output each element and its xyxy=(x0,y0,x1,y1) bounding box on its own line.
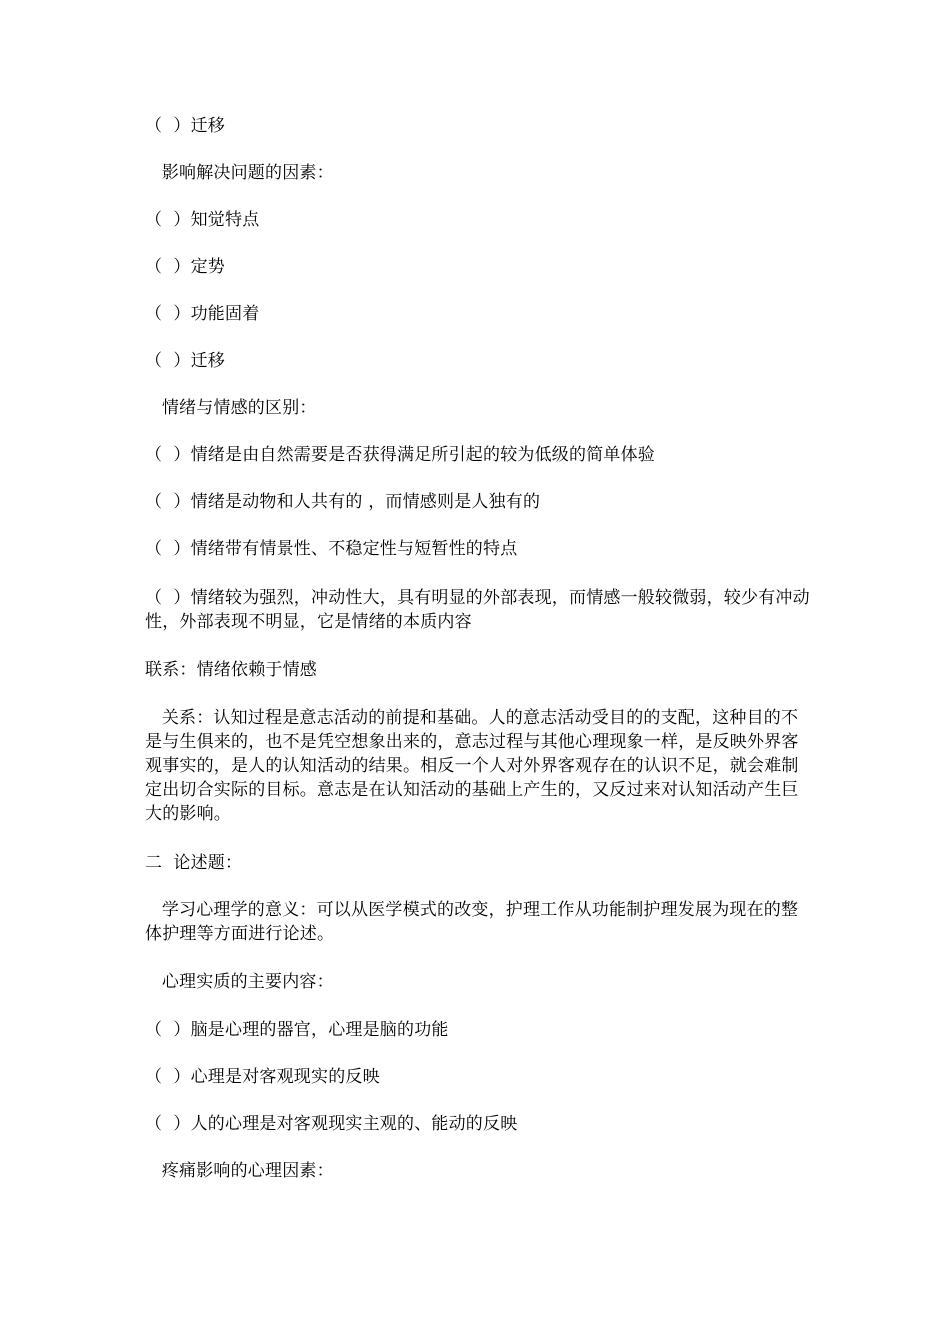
list-item-subjective-reflection: （ ）人的心理是对客观现实主观的、能动的反映 xyxy=(145,1114,518,1134)
list-item-set: （ ）定势 xyxy=(145,257,226,277)
heading-emotion-feeling-difference: 情绪与情感的区别： xyxy=(145,398,317,418)
heading-mind-essence: 心理实质的主要内容： xyxy=(145,972,334,992)
heading-pain-factors: 疼痛影响的心理因素： xyxy=(145,1161,334,1181)
list-item-brain-organ: （ ）脑是心理的器官，心理是脑的功能 xyxy=(145,1020,449,1040)
paragraph-significance: 学习心理学的意义：可以从医学模式的改变，护理工作从功能制护理发展为现在的整体护理等方面进行论述。 xyxy=(145,900,799,944)
heading-problem-solving-factors: 影响解决问题的因素： xyxy=(145,163,334,183)
paragraph-cognition-will: 关系：认知过程是意志活动的前提和基础。人的意志活动受目的的支配，这种目的不是与生俱来的，也不是凭空想象出来的，意志过程与其他心理现象一样，是反映外界客观事实的，是人的认知活动的结果。相反一个人对外界客观存在的认识不足，就会难制定出切合实际的目标。意志是在认知活动的基础上产生的，又反过来对认知活动产生巨大的影响。 xyxy=(145,708,799,824)
list-item-reflection: （ ）心理是对客观现实的反映 xyxy=(145,1067,380,1087)
list-item-perception: （ ）知觉特点 xyxy=(145,210,260,230)
list-item-emotion-4: （ ）情绪较为强烈，冲动性大，具有明显的外部表现，而情感一般较微弱，较少有冲动性，外部表现不明显，它是情绪的本质内容 xyxy=(145,588,810,632)
list-item-functional-fixedness: （ ）功能固着 xyxy=(145,304,260,324)
list-item-transfer: （ ）迁移 xyxy=(145,116,226,136)
paragraph-relation: 联系：情绪依赖于情感 xyxy=(145,660,317,680)
list-item-transfer-2: （ ）迁移 xyxy=(145,351,226,371)
list-item-emotion-3: （ ）情绪带有情景性、不稳定性与短暂性的特点 xyxy=(145,539,518,559)
list-item-emotion-2: （ ）情绪是动物和人共有的 ，而情感则是人独有的 xyxy=(145,492,541,512)
section-heading-essay: 二 论述题： xyxy=(145,853,243,873)
list-item-emotion-1: （ ）情绪是由自然需要是否获得满足所引起的较为低级的简单体验 xyxy=(145,445,656,465)
